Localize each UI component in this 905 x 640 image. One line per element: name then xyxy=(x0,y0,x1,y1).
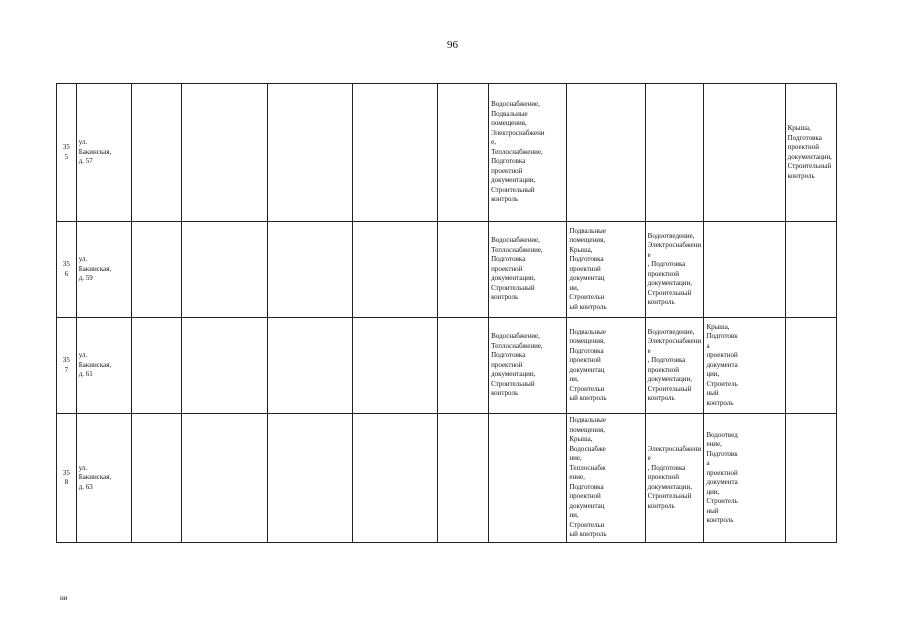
address-cell: ул. Бакинская, д. 59 xyxy=(76,222,131,318)
works-cell: Подвальные помещения, Крыша, Водоснабже ние, Теплоснабж ение, Подготовка проектной документац ии, Строительн ый контроль xyxy=(567,414,645,543)
works-cell xyxy=(785,414,836,543)
row-number: 35 7 xyxy=(57,318,77,414)
empty-cell xyxy=(268,222,353,318)
empty-cell xyxy=(182,318,268,414)
works-cell xyxy=(785,318,836,414)
work-schedule-table xyxy=(56,83,905,543)
works-cell: Подвальные помещения, Подготовка проектной документац ии, Строительн ый контроль xyxy=(567,318,645,414)
works-cell xyxy=(489,414,567,543)
empty-cell xyxy=(131,318,182,414)
works-cell xyxy=(645,84,704,222)
empty-cell xyxy=(131,414,182,543)
works-cell: Крыша, Подготовка проектной документации, Строительный контроль xyxy=(785,84,836,222)
row-number: 35 5 xyxy=(57,84,77,222)
page-number: 96 xyxy=(447,39,458,51)
empty-cell xyxy=(353,222,438,318)
works-cell: Электроснабжение , Подготовка проектной документации, Строительный контроль xyxy=(645,414,704,543)
empty-cell xyxy=(182,222,268,318)
table-row xyxy=(57,222,905,318)
works-cell: Водоотвед ение, Подготовк а проектной документа ции, Строитель ный контроль xyxy=(704,414,785,543)
works-cell: Крыша, Подготовк а проектной документа ции, Строитель ный контроль xyxy=(704,318,785,414)
works-cell xyxy=(704,222,785,318)
empty-cell xyxy=(353,414,438,543)
empty-cell xyxy=(182,414,268,543)
empty-cell xyxy=(438,414,489,543)
works-cell: Водоснабжение, Теплоснабжение, Подготовка проектной документации, Строительный контроль xyxy=(489,318,567,414)
empty-cell xyxy=(438,222,489,318)
address-cell: ул. Бакинская, д. 57 xyxy=(76,84,131,222)
empty-cell xyxy=(353,318,438,414)
empty-cell xyxy=(438,318,489,414)
footer-mark: ни xyxy=(60,594,68,602)
table-row xyxy=(57,84,905,222)
empty-cell xyxy=(131,222,182,318)
table-row xyxy=(57,318,905,414)
empty-cell xyxy=(353,84,438,222)
table-row xyxy=(57,414,905,543)
works-cell xyxy=(567,84,645,222)
works-cell: Водоснабжение, Подвальные помещения, Электроснабжени e, Теплоснабжение, Подготовка проектной документации, Строительный контроль xyxy=(489,84,567,222)
empty-cell xyxy=(268,414,353,543)
works-cell: Водоснабжение, Теплоснабжение, Подготовка проектной документации, Строительный контроль xyxy=(489,222,567,318)
address-cell: ул. Бакинская, д. 61 xyxy=(76,318,131,414)
works-cell xyxy=(704,84,785,222)
works-cell: Водоотведение, Электроснабжение , Подготовка проектной документации, Строительный контроль xyxy=(645,318,704,414)
empty-cell xyxy=(268,84,353,222)
address-cell: ул. Бакинская, д. 63 xyxy=(76,414,131,543)
empty-cell xyxy=(268,318,353,414)
empty-cell xyxy=(131,84,182,222)
works-cell: Подвальные помещения, Крыша, Подготовка проектной документац ии, Строительн ый контроль xyxy=(567,222,645,318)
works-cell xyxy=(785,222,836,318)
empty-cell xyxy=(182,84,268,222)
row-number: 35 6 xyxy=(57,222,77,318)
empty-cell xyxy=(438,84,489,222)
works-cell: Водоотведение, Электроснабжение , Подготовка проектной документации, Строительный контроль xyxy=(645,222,704,318)
row-number: 35 8 xyxy=(57,414,77,543)
